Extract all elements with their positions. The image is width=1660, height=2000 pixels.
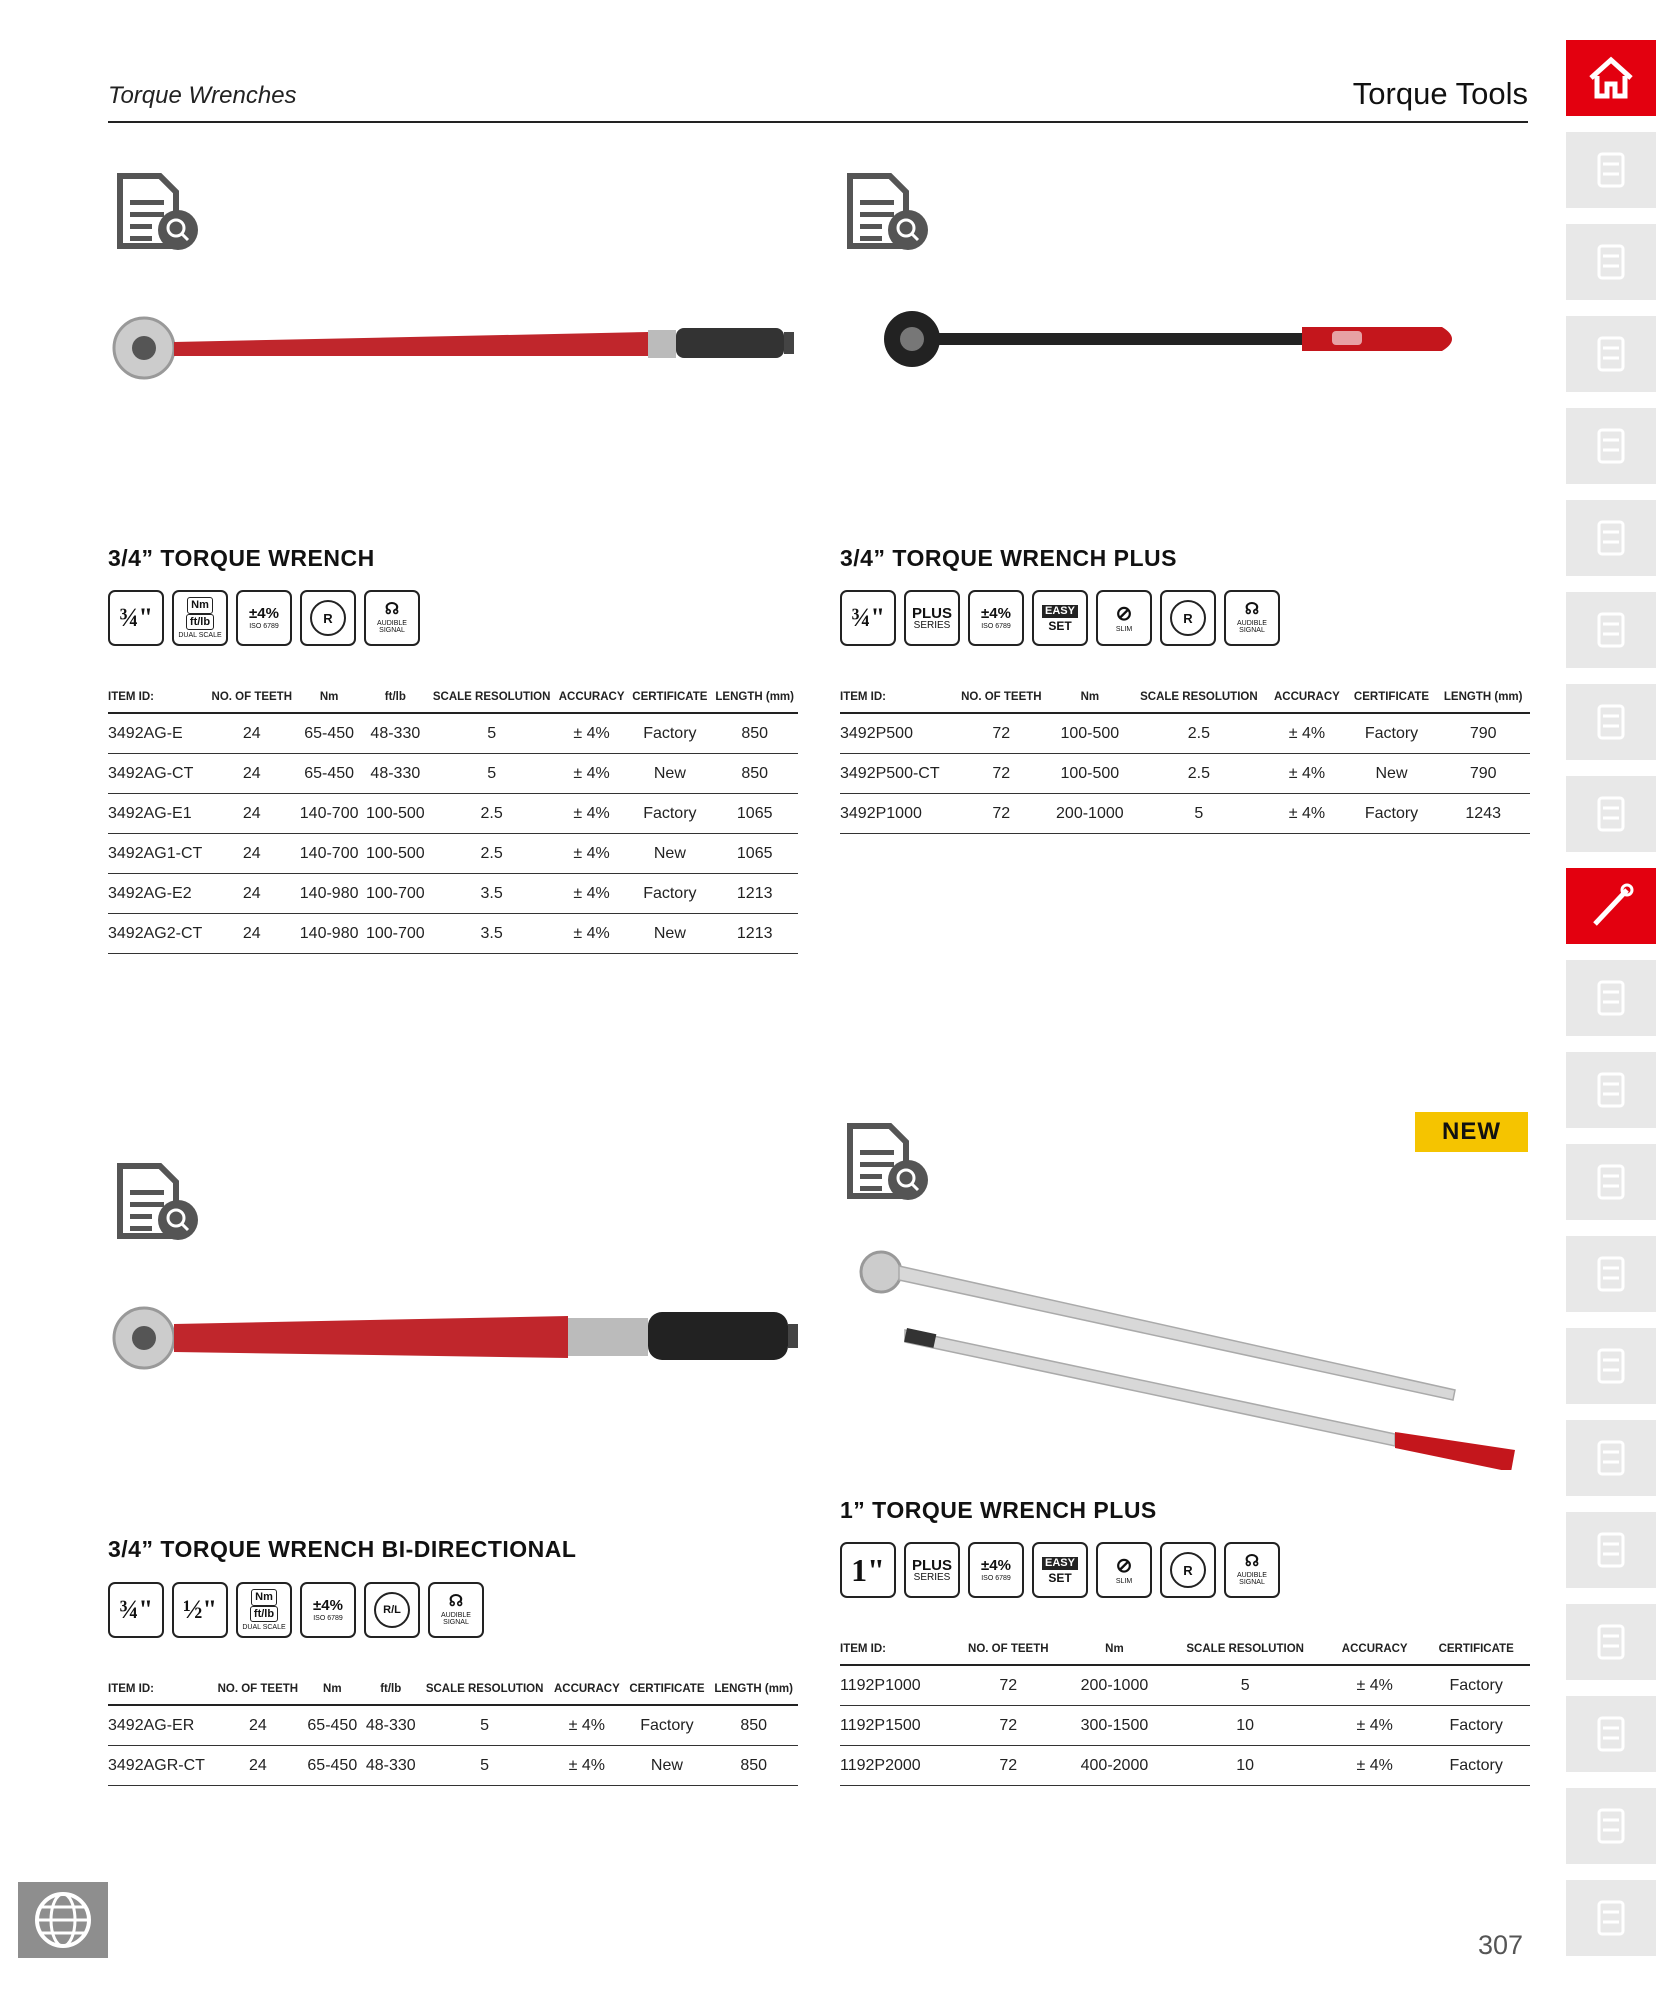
wrench-set-icon	[1587, 698, 1635, 746]
sidebar-item-torque-wrench[interactable]	[1566, 868, 1656, 944]
sidebar-item-roller-cabinet[interactable]	[1566, 316, 1656, 392]
sidebar-item-pliers[interactable]	[1566, 1328, 1656, 1404]
torque-wrench-image	[108, 312, 800, 382]
table-row: 1192P1000 72 200-1000 5 ± 4% Factory	[840, 1665, 1530, 1706]
sidebar-item-tool-cabinet[interactable]	[1566, 132, 1656, 208]
torque-wrench-icon	[1587, 882, 1635, 930]
table-row: 3492AG-ER 24 65-450 48-330 5 ± 4% Factory 850	[108, 1705, 798, 1746]
ear-icon: ☊	[384, 601, 400, 618]
audible-signal-badge: ☊ AUDIBLE SIGNAL	[428, 1582, 484, 1638]
product-title: 3/4” TORQUE WRENCH BI-DIRECTIONAL	[108, 1536, 577, 1562]
sidebar-item-measuring-tape[interactable]	[1566, 1604, 1656, 1680]
easy-set-badge: EASY SET	[1032, 1542, 1088, 1598]
new-badge: NEW	[1415, 1112, 1528, 1152]
dual-scale-badge: Nm ft/lb DUAL SCALE	[236, 1582, 292, 1638]
sidebar-item-screwdriver[interactable]	[1566, 1052, 1656, 1128]
ear-icon: ☊	[1244, 601, 1260, 618]
product-title: 1” TORQUE WRENCH PLUS	[840, 1497, 1157, 1523]
ratchet-badge: R	[1160, 590, 1216, 646]
table-row: 3492AGR-CT 24 65-450 48-330 5 ± 4% New 850	[108, 1746, 798, 1786]
category-sidebar	[1566, 40, 1656, 1972]
torque-wrench-plus-image	[882, 305, 1466, 375]
sidebar-item-tool-tray[interactable]	[1566, 224, 1656, 300]
table-row: 3492AG-E1 24 140-700 100-500 2.5 ± 4% Factory 1065	[108, 794, 798, 834]
ratchet-badge: R/L	[364, 1582, 420, 1638]
sidebar-item-tray-set[interactable]	[1566, 408, 1656, 484]
slim-badge: ⊘ SLIM	[1096, 590, 1152, 646]
feature-badges	[108, 1582, 484, 1638]
audible-signal-badge: ☊ AUDIBLE SIGNAL	[1224, 590, 1280, 646]
sidebar-item-spanner[interactable]	[1566, 960, 1656, 1036]
sidebar-item-home[interactable]	[1566, 40, 1656, 116]
multitool-icon	[1587, 1250, 1635, 1298]
datasheet-icon[interactable]	[842, 166, 932, 256]
easy-set-badge: EASY SET	[1032, 590, 1088, 646]
ratchet-badge: R	[300, 590, 356, 646]
table-row: 3492P1000 72 200-1000 5 ± 4% Factory 1243	[840, 794, 1530, 834]
table-row: 3492AG2-CT 24 140-980 100-700 3.5 ± 4% New 1213	[108, 914, 798, 954]
globe-icon	[33, 1890, 93, 1950]
datasheet-icon[interactable]	[112, 166, 202, 256]
drive-size-badge: 1"	[840, 1542, 896, 1598]
datasheet-icon[interactable]	[112, 1156, 202, 1246]
website-button[interactable]	[18, 1882, 108, 1958]
plus-series-badge: PLUS SERIES	[904, 1542, 960, 1598]
table-row: 3492AG-E2 24 140-980 100-700 3.5 ± 4% Factory 1213	[108, 874, 798, 914]
slim-head-icon: ⊘	[1115, 1554, 1133, 1577]
table-row: 3492P500-CT 72 100-500 2.5 ± 4% New 790	[840, 754, 1530, 794]
audible-signal-badge: ☊ AUDIBLE SIGNAL	[364, 590, 420, 646]
section-title: Torque Wrenches	[108, 82, 297, 109]
sidebar-item-tool-chest[interactable]	[1566, 592, 1656, 668]
accuracy-badge: ±4% ISO 6789	[300, 1582, 356, 1638]
table-header: ITEM ID: NO. OF TEETH Nm SCALE RESOLUTION ACCURACY CERTIFICATE LENGTH (mm)	[840, 688, 1530, 713]
product-title: 3/4” TORQUE WRENCH	[108, 545, 375, 571]
accuracy-badge: ±4% ISO 6789	[968, 590, 1024, 646]
sidebar-item-bits[interactable]	[1566, 1144, 1656, 1220]
drive-size-badge: ¾"	[840, 590, 896, 646]
feature-badges	[108, 590, 420, 646]
audible-signal-badge: ☊ AUDIBLE SIGNAL	[1224, 1542, 1280, 1598]
datasheet-icon[interactable]	[842, 1116, 932, 1206]
dual-scale-badge: Nm ft/lb DUAL SCALE	[172, 590, 228, 646]
sidebar-item-tool-rack[interactable]	[1566, 500, 1656, 576]
hammer-icon	[1587, 1894, 1635, 1942]
pliers-icon	[1587, 1342, 1635, 1390]
page-number: 307	[1478, 1930, 1524, 1960]
tool-rack-icon	[1587, 514, 1635, 562]
tool-tray-icon	[1587, 238, 1635, 286]
bits-icon	[1587, 1158, 1635, 1206]
sidebar-item-socket[interactable]	[1566, 776, 1656, 852]
sidebar-item-hammer[interactable]	[1566, 1880, 1656, 1956]
ratchet-badge: R	[1160, 1542, 1216, 1598]
table-header: ITEM ID: NO. OF TEETH Nm SCALE RESOLUTION ACCURACY CERTIFICATE	[840, 1640, 1530, 1665]
screwdriver-icon	[1587, 1066, 1635, 1114]
roller-cabinet-icon	[1587, 330, 1635, 378]
sidebar-item-knife[interactable]	[1566, 1512, 1656, 1588]
slim-head-icon: ⊘	[1115, 602, 1133, 625]
table-header: ITEM ID: NO. OF TEETH Nm ft/lb SCALE RESOLUTION ACCURACY CERTIFICATE LENGTH (mm)	[108, 688, 798, 713]
knife-icon	[1587, 1526, 1635, 1574]
socket-icon	[1587, 790, 1635, 838]
drive-size-badge: ¾"	[108, 1582, 164, 1638]
gear-puller-icon	[1587, 1710, 1635, 1758]
one-inch-torque-wrench-plus-image	[855, 1250, 1520, 1470]
chapter-title: Torque Tools	[1352, 76, 1528, 111]
workshop-gear-icon	[1587, 1802, 1635, 1850]
sidebar-item-multitool[interactable]	[1566, 1236, 1656, 1312]
spec-table	[840, 1640, 1530, 1786]
accuracy-badge: ±4% ISO 6789	[968, 1542, 1024, 1598]
sidebar-item-workshop-gear[interactable]	[1566, 1788, 1656, 1864]
spec-table	[108, 1680, 798, 1786]
sidebar-item-gear-puller[interactable]	[1566, 1696, 1656, 1772]
table-row: 1192P1500 72 300-1500 10 ± 4% Factory	[840, 1706, 1530, 1746]
table-row: 3492AG-E 24 65-450 48-330 5 ± 4% Factory 850	[108, 713, 798, 754]
slim-badge: ⊘ SLIM	[1096, 1542, 1152, 1598]
measuring-tape-icon	[1587, 1618, 1635, 1666]
table-row: 3492AG-CT 24 65-450 48-330 5 ± 4% New 850	[108, 754, 798, 794]
spec-table	[108, 688, 798, 954]
drive-size-badge: ¾"	[108, 590, 164, 646]
tray-set-icon	[1587, 422, 1635, 470]
spanner-icon	[1587, 974, 1635, 1022]
spec-table	[840, 688, 1530, 834]
sidebar-item-wrench-set[interactable]	[1566, 684, 1656, 760]
home-icon	[1587, 54, 1635, 102]
drive-size-badge: ½"	[172, 1582, 228, 1638]
sidebar-item-electrical[interactable]	[1566, 1420, 1656, 1496]
table-row: 1192P2000 72 400-2000 10 ± 4% Factory	[840, 1746, 1530, 1786]
header-rule	[108, 121, 1528, 123]
electrical-icon	[1587, 1434, 1635, 1482]
table-row: 3492AG1-CT 24 140-700 100-500 2.5 ± 4% New 1065	[108, 834, 798, 874]
accuracy-badge: ±4% ISO 6789	[236, 590, 292, 646]
ear-icon: ☊	[1244, 1553, 1260, 1570]
table-row: 3492P500 72 100-500 2.5 ± 4% Factory 790	[840, 713, 1530, 754]
bi-directional-torque-wrench-image	[108, 1300, 800, 1376]
plus-series-badge: PLUS SERIES	[904, 590, 960, 646]
feature-badges	[840, 1542, 1280, 1598]
feature-badges	[840, 590, 1280, 646]
tool-chest-icon	[1587, 606, 1635, 654]
ear-icon: ☊	[448, 1593, 464, 1610]
product-title: 3/4” TORQUE WRENCH PLUS	[840, 545, 1177, 571]
table-header: ITEM ID: NO. OF TEETH Nm ft/lb SCALE RESOLUTION ACCURACY CERTIFICATE LENGTH (mm)	[108, 1680, 798, 1705]
tool-cabinet-icon	[1587, 146, 1635, 194]
